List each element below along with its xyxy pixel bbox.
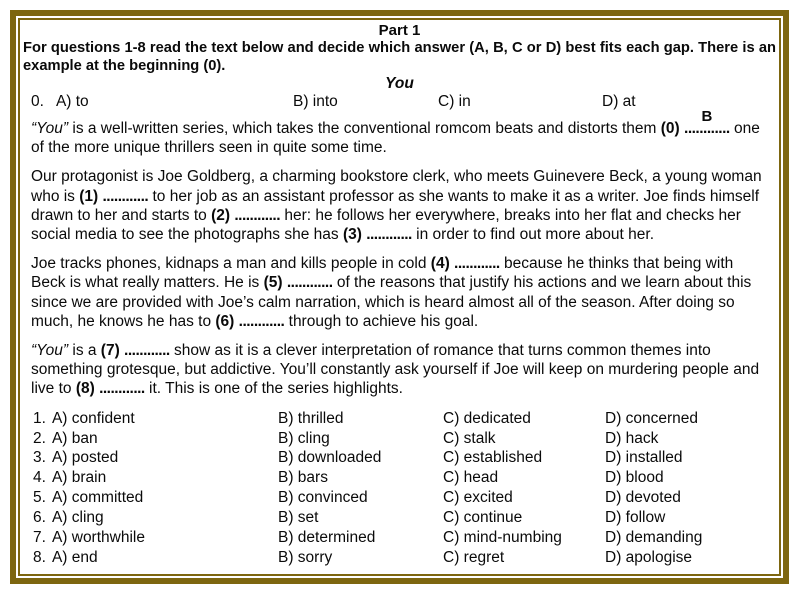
option-label: A) brain <box>51 469 107 487</box>
option-label: B) cling <box>278 429 330 447</box>
option-label: A) confident <box>51 409 135 427</box>
options-row <box>33 508 776 528</box>
gap-blank: ............ B <box>684 108 730 137</box>
option-number: 6. <box>33 509 46 527</box>
option-label: D) follow <box>605 509 666 527</box>
options-row <box>33 429 776 449</box>
passage-text: show as it is a clever interpretation of romance that turns common themes into something grotesque, but addictive. You’ll constantly ask yourself if Joe will keep on murdering people and live to <box>31 342 760 398</box>
option-label: B) determined <box>278 529 376 547</box>
option-cell <box>33 508 278 528</box>
option-label: C) established <box>443 449 543 467</box>
options-row <box>33 548 776 568</box>
option-number: 7. <box>33 529 46 547</box>
option-number: 5. <box>33 489 46 507</box>
passage-text: Joe tracks phones, kidnaps a man and kills people in cold <box>31 255 431 273</box>
option-label: A) cling <box>51 509 104 527</box>
example-answer: B <box>701 108 713 125</box>
option-cell <box>33 448 278 468</box>
option-label: D) installed <box>605 449 683 467</box>
passage-text: (3) <box>342 226 367 244</box>
option-label: C) head <box>443 469 499 487</box>
option-label: D) hack <box>605 429 659 447</box>
passage-paragraph <box>31 167 766 244</box>
passage-text: of the reasons that justify his actions and we learn about this since we are provided with Joe’s calm narration, which is heard almost all of the season. After doing so much, he knows he has to <box>31 274 752 330</box>
example-number: 0. <box>31 93 44 110</box>
passage-text: it. This is one of the series highlights. <box>144 380 403 398</box>
worksheet-content <box>20 20 779 574</box>
option-label: B) set <box>278 509 319 527</box>
option-label: C) continue <box>443 509 523 527</box>
gap-blank: ............ <box>454 255 500 273</box>
option-cell <box>33 429 278 449</box>
option-label: B) convinced <box>278 489 368 507</box>
passage-text: in order to find out more about her. <box>411 226 654 244</box>
option-cell <box>33 488 278 508</box>
worksheet-border-frame <box>10 10 789 584</box>
passage-text: through to achieve his goal. <box>284 312 479 330</box>
example-row <box>31 93 776 111</box>
passage-text: her: he follows her everywhere, breaks into her flat and checks her social media to see the photographs she has <box>31 206 741 244</box>
option-label: C) excited <box>443 489 513 507</box>
gap-blank: ............ <box>124 342 170 360</box>
option-number: 8. <box>33 548 46 566</box>
worksheet-inner-border <box>18 18 781 576</box>
instructions-text: For questions 1-8 read the text below and decide which answer (A, B, C or D) best fits each gap. There is an example at the beginning (0). <box>23 40 776 74</box>
options-row <box>33 528 776 548</box>
option-label: C) stalk <box>443 429 496 447</box>
gap-blank: ............ <box>99 380 145 398</box>
option-number: 4. <box>33 469 46 487</box>
option-label: C) mind-numbing <box>443 529 562 547</box>
part-title: Part 1 <box>378 22 421 39</box>
passage-text: (7) <box>100 342 125 360</box>
passage-text: is a well-written series, which takes the conventional romcom beats and distorts them <box>68 120 661 137</box>
example-option-d: D) at <box>602 93 636 110</box>
option-label: D) concerned <box>605 409 699 427</box>
option-label: A) committed <box>51 489 144 507</box>
options-row <box>33 468 776 488</box>
option-cell <box>33 548 278 568</box>
gap-blank: ............ <box>234 206 281 224</box>
passage-paragraph <box>31 254 766 331</box>
passage-text: to her job as an assistant professor as she wants to make it as a writer. Joe finds himself drawn to her and starts to <box>31 187 759 224</box>
option-label: C) regret <box>443 548 505 566</box>
option-cell <box>33 409 278 429</box>
option-label: A) worthwhile <box>51 529 145 547</box>
passage-text: Our protagonist is Joe Goldberg, a charming bookstore clerk, who meets Guinevere Beck, a young woman who is <box>31 168 762 205</box>
option-label: A) ban <box>51 429 98 447</box>
options-row <box>33 488 776 508</box>
gap-blank: ............ <box>366 226 412 244</box>
gap-blank: ............ <box>102 187 149 205</box>
option-label: A) posted <box>51 449 119 467</box>
option-label: C) dedicated <box>443 409 531 427</box>
option-label: A) end <box>51 548 98 566</box>
options-row <box>33 448 776 468</box>
passage <box>23 108 776 399</box>
option-cell <box>33 528 278 548</box>
option-cell <box>33 468 278 488</box>
passage-text: because he thinks that being with Beck is what really matters. He is <box>31 255 734 292</box>
passage-text: (5) <box>263 274 287 292</box>
passage-text: one of the more unique thrillers seen in quite some time. <box>31 120 760 157</box>
gap-blank: ............ <box>238 312 285 330</box>
passage-text: (8) <box>75 380 100 398</box>
option-number: 3. <box>33 449 46 467</box>
passage-text: (4) <box>430 255 455 273</box>
options-list <box>23 409 776 568</box>
option-label: B) downloaded <box>278 449 382 467</box>
passage-text: (2) <box>211 206 235 224</box>
option-label: D) blood <box>605 469 664 487</box>
passage-paragraph <box>31 108 766 157</box>
gap-blank: ............ <box>286 274 333 292</box>
passage-text: (1) <box>79 187 103 205</box>
option-label: B) thrilled <box>278 409 344 427</box>
example-option-a-label: A) to <box>55 93 89 110</box>
example-option-b: B) into <box>293 93 338 110</box>
option-label: D) apologise <box>605 548 693 566</box>
passage-paragraph <box>31 341 766 399</box>
example-option-c: C) in <box>438 93 471 110</box>
passage-text: (0) <box>660 120 685 137</box>
option-label: B) bars <box>278 469 328 487</box>
option-label: B) sorry <box>278 548 333 566</box>
options-row <box>33 409 776 429</box>
option-number: 1. <box>33 409 46 427</box>
passage-title: You <box>385 75 414 92</box>
passage-text: (6) <box>215 312 239 330</box>
example-option-a <box>31 93 293 111</box>
option-label: D) devoted <box>605 489 681 507</box>
option-number: 2. <box>33 429 46 447</box>
passage-text: “You” <box>31 342 69 360</box>
option-label: D) demanding <box>605 529 703 547</box>
passage-text: is a <box>68 342 101 360</box>
passage-text: “You” <box>31 120 69 137</box>
